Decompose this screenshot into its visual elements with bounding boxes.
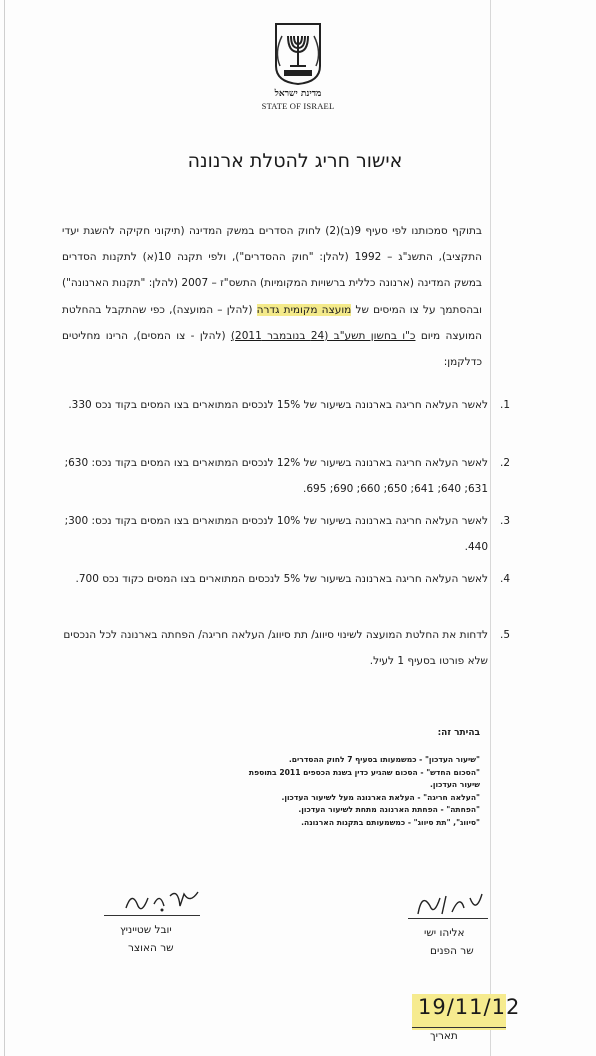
intro-paragraph [62,218,482,375]
date-label: תאריך [430,1030,458,1042]
intro-text-part3: (להלן - צו המסים), הרינו מחליטים כדלקמן: [62,329,482,369]
definition-item: "הסכום החדש" - הסכום שהגיע כדין בשנת הכספים 2011 בתוספת שיעור העדכון. [248,767,480,789]
council-decision-date: כ"ו בחשון תשע"ב (24 בנובמבר 2011) [230,329,416,342]
date-line [412,1027,506,1028]
clause-number: 1. [499,399,510,411]
intro-text-part1: בתוקף סמכותנו לפי סעיף 9(ב)(2) לחוק הסדרים במשק המדינה (תיקוני חקיקה להשגת יעדי התקציב), התשנ"ג – 1992 (להלן: "חוק ההסדרים"), ולפי תקנה 10(א) לתקנות הסדרים במשק המדינה (ארנונה כללית ברשויות המקומיות) התשס"ז – 2007 (להלן: "תקנות הארנונה") ובהסתמך על צו המיסים של [62,225,483,316]
clause-5 [62,622,510,674]
finance-minister-role: שר האוצר [128,942,174,954]
definition-item: "העלאה חריגה" - העלאת הארנונה מעל לשיעור העדכון. [281,792,480,802]
clause-number: 3. [499,515,510,527]
definition-item: "סיווג", "תת סיווג" - כמשמעותם בתקנות הארנונה. [301,817,480,827]
clause-number: 4. [499,573,510,585]
interior-minister-name: אליהו ישי [424,927,465,939]
highlighted-council-name: מועצה מקומית גדרה [256,303,352,316]
clause-2 [62,450,510,502]
finance-minister-signature [118,884,208,918]
state-name-hebrew: מדינת ישראל [274,89,322,99]
finance-minister-name: יובל שטייניץ [120,924,172,936]
signature-line-right [408,918,488,919]
clause-text: לאשר העלאה חריגה בארנונה בשיעור של 10% לנכסים המתוארים בצו המסים בקוד נכס: 300; 440. [64,515,488,553]
definition-item: "הפחתה" - הפחתת הארנונה מתחת לשיעור העדכון. [298,805,480,814]
clause-text: לאשר העלאה חריגה בארנונה בשיעור של 5% לנכסים המתוארים בצו המסים כקוד נכס 700. [75,573,488,585]
handwritten-date: 19/11/12 [418,995,521,1019]
clause-4 [62,566,510,592]
document-title: אישור חריג להטלת ארנונה [187,150,403,172]
page-left-edge [4,0,5,1056]
clause-number: 5. [499,629,510,641]
interior-minister-role: שר הפנים [430,945,474,957]
clause-number: 2. [499,457,510,469]
definition-item: "שיעור העדכון" - כמשמעותו בסעיף 7 לחוק ההסדרים. [288,755,480,764]
clause-1 [62,392,510,418]
clause-text: לדחות את החלטת המועצה לשינוי סיווג/ תת סיווג/ העלאה חריגה/ הפחתה בארנונה לכל הנכסים שלא פורטו בסעיף 1 לעיל. [63,629,488,667]
definitions-title: בהיתר זה: [437,728,480,738]
signature-line-left [104,915,200,916]
definitions-list [230,754,480,829]
state-name-english: STATE OF ISRAEL [261,101,335,111]
intro-text-part2: (להלן – המועצה), כפי שהתקבל בהחלטת המועצה מיום [62,303,483,342]
clause-text: לאשר העלאה חריגה בארנונה בשיעור של 12% לנכסים המתוארים בצו המסים בקוד נכס: 630; 631; 640; 641; 650; 660; 690; 695. [64,457,488,495]
clause-text: לאשר העלאה חריגה בארנונה בשיעור של 15% לנכסים המתוארים בצו המסים בקוד נכס 330. [68,399,488,411]
interior-minister-signature [412,888,488,920]
menorah-emblem-icon [270,22,326,86]
clause-3 [62,508,510,560]
